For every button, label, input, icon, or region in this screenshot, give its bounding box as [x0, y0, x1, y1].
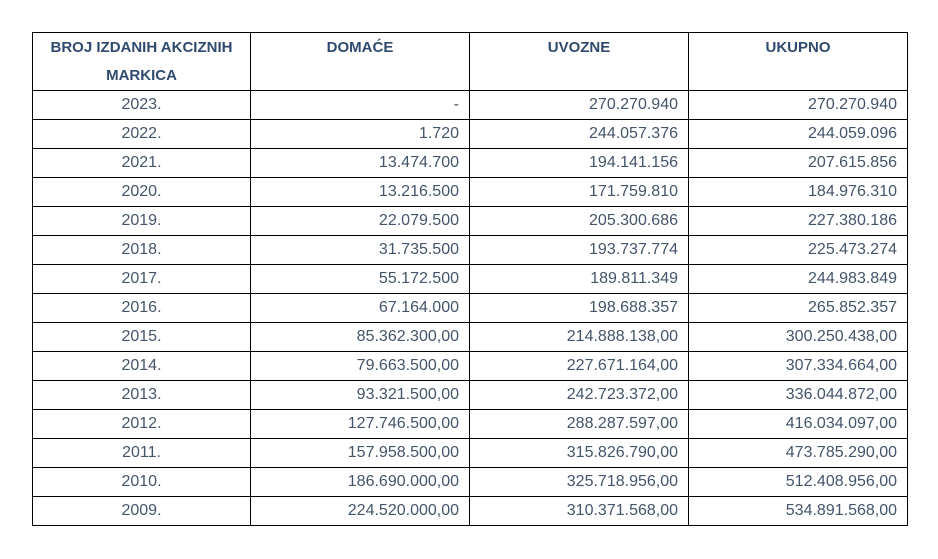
- cell-year: 2016.: [33, 294, 251, 323]
- table-row: [33, 207, 908, 236]
- cell-total: 225.473.274: [689, 236, 908, 265]
- cell-imported: 194.141.156: [470, 149, 689, 178]
- cell-domestic: 224.520.000,00: [251, 497, 470, 526]
- cell-year: 2009.: [33, 497, 251, 526]
- cell-domestic: 67.164.000: [251, 294, 470, 323]
- cell-total: 416.034.097,00: [689, 410, 908, 439]
- table-row: [33, 410, 908, 439]
- cell-domestic: 1.720: [251, 120, 470, 149]
- cell-year: 2011.: [33, 439, 251, 468]
- table-body: [33, 91, 908, 526]
- cell-domestic: 13.474.700: [251, 149, 470, 178]
- cell-total: 336.044.872,00: [689, 381, 908, 410]
- cell-total: 300.250.438,00: [689, 323, 908, 352]
- cell-year: 2010.: [33, 468, 251, 497]
- cell-total: 512.408.956,00: [689, 468, 908, 497]
- cell-total: 265.852.357: [689, 294, 908, 323]
- cell-year: 2013.: [33, 381, 251, 410]
- table-row: [33, 352, 908, 381]
- cell-year: 2021.: [33, 149, 251, 178]
- cell-imported: 288.287.597,00: [470, 410, 689, 439]
- cell-imported: 244.057.376: [470, 120, 689, 149]
- cell-domestic: 31.735.500: [251, 236, 470, 265]
- table-row: [33, 120, 908, 149]
- table-row: [33, 178, 908, 207]
- cell-domestic: 157.958.500,00: [251, 439, 470, 468]
- cell-year: 2022.: [33, 120, 251, 149]
- cell-total: 270.270.940: [689, 91, 908, 120]
- table-row: [33, 497, 908, 526]
- cell-domestic: 55.172.500: [251, 265, 470, 294]
- cell-domestic: 22.079.500: [251, 207, 470, 236]
- cell-year: 2015.: [33, 323, 251, 352]
- excise-stamps-table: [32, 32, 908, 526]
- cell-total: 184.976.310: [689, 178, 908, 207]
- header-domestic-column: DOMAĆE: [251, 33, 470, 91]
- cell-imported: 189.811.349: [470, 265, 689, 294]
- cell-domestic: 79.663.500,00: [251, 352, 470, 381]
- cell-domestic: 127.746.500,00: [251, 410, 470, 439]
- table-row: [33, 294, 908, 323]
- cell-total: 207.615.856: [689, 149, 908, 178]
- cell-year: 2017.: [33, 265, 251, 294]
- cell-year: 2014.: [33, 352, 251, 381]
- cell-year: 2018.: [33, 236, 251, 265]
- cell-imported: 205.300.686: [470, 207, 689, 236]
- table-row: [33, 236, 908, 265]
- cell-year: 2012.: [33, 410, 251, 439]
- header-row: [33, 33, 908, 91]
- header-imported-column: UVOZNE: [470, 33, 689, 91]
- table-row: [33, 149, 908, 178]
- cell-domestic: 186.690.000,00: [251, 468, 470, 497]
- cell-total: 307.334.664,00: [689, 352, 908, 381]
- table-header: [33, 33, 908, 91]
- cell-imported: 193.737.774: [470, 236, 689, 265]
- cell-domestic: -: [251, 91, 470, 120]
- cell-imported: 270.270.940: [470, 91, 689, 120]
- table-row: [33, 439, 908, 468]
- cell-total: 244.983.849: [689, 265, 908, 294]
- cell-year: 2019.: [33, 207, 251, 236]
- header-year-column: BROJ IZDANIH AKCIZNIH MARKICA: [33, 33, 251, 91]
- cell-imported: 242.723.372,00: [470, 381, 689, 410]
- cell-total: 244.059.096: [689, 120, 908, 149]
- header-total-column: UKUPNO: [689, 33, 908, 91]
- cell-imported: 227.671.164,00: [470, 352, 689, 381]
- cell-total: 534.891.568,00: [689, 497, 908, 526]
- cell-imported: 310.371.568,00: [470, 497, 689, 526]
- cell-year: 2023.: [33, 91, 251, 120]
- table-row: [33, 265, 908, 294]
- table-row: [33, 323, 908, 352]
- cell-domestic: 13.216.500: [251, 178, 470, 207]
- cell-imported: 315.826.790,00: [470, 439, 689, 468]
- cell-total: 227.380.186: [689, 207, 908, 236]
- cell-total: 473.785.290,00: [689, 439, 908, 468]
- cell-domestic: 93.321.500,00: [251, 381, 470, 410]
- cell-imported: 325.718.956,00: [470, 468, 689, 497]
- cell-imported: 214.888.138,00: [470, 323, 689, 352]
- table-row: [33, 91, 908, 120]
- cell-year: 2020.: [33, 178, 251, 207]
- cell-domestic: 85.362.300,00: [251, 323, 470, 352]
- cell-imported: 171.759.810: [470, 178, 689, 207]
- cell-imported: 198.688.357: [470, 294, 689, 323]
- table-row: [33, 381, 908, 410]
- table-row: [33, 468, 908, 497]
